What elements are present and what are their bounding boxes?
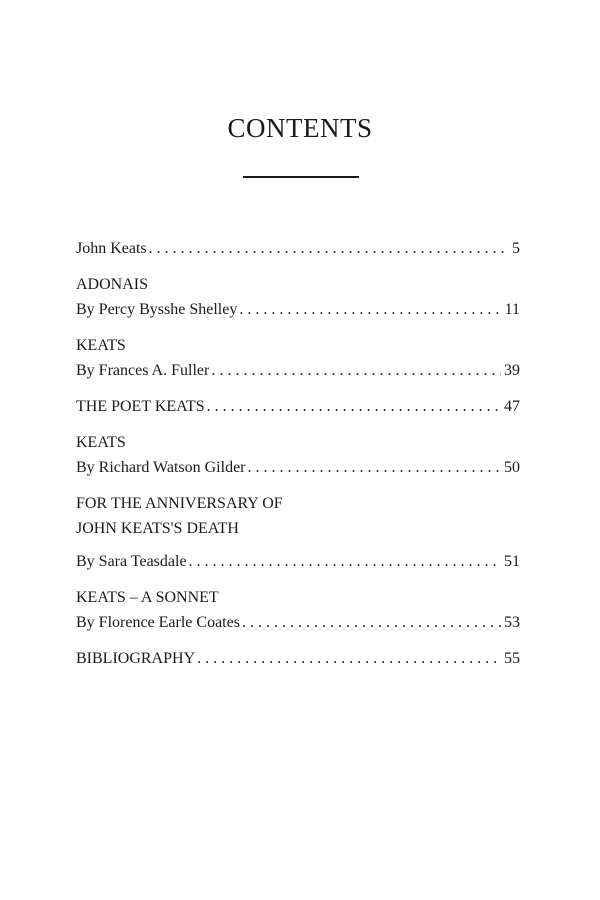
- toc-entry-title-continued: JOHN KEATS'S DEATH: [76, 520, 239, 537]
- dot-leader: [239, 297, 501, 322]
- page-title: CONTENTS: [227, 113, 373, 143]
- dot-leader: [242, 610, 501, 635]
- toc-entry-anniversary[interactable]: [76, 491, 520, 574]
- toc-entry-line: [76, 272, 520, 297]
- toc-entry-author: By Frances A. Fuller: [76, 362, 210, 379]
- dot-leader: [189, 549, 501, 574]
- toc-entry-title: FOR THE ANNIVERSARY OF: [76, 495, 283, 512]
- toc-entry-the-poet-keats[interactable]: [76, 394, 520, 419]
- dot-leader: [197, 646, 501, 671]
- toc-entry-line: [76, 236, 520, 261]
- toc-entry-line: [76, 646, 520, 671]
- toc-entry-title: KEATS: [76, 434, 126, 451]
- toc-page-number: 47: [504, 398, 520, 415]
- dot-leader: [207, 394, 501, 419]
- toc-entry-author: By Richard Watson Gilder: [76, 459, 246, 476]
- toc-entry-title: BIBLIOGRAPHY: [76, 650, 196, 667]
- toc-entry-keats-gilder[interactable]: [76, 430, 520, 480]
- toc-entry-line: [76, 585, 520, 610]
- dot-leader: [211, 358, 501, 383]
- toc-entry-adonais[interactable]: [76, 272, 520, 322]
- toc-entry-title: KEATS: [76, 337, 126, 354]
- table-of-contents: [76, 236, 520, 682]
- toc-entry-author: By Florence Earle Coates: [76, 614, 240, 631]
- toc-entry-title: John Keats: [76, 240, 147, 257]
- toc-entry-bibliography[interactable]: [76, 646, 520, 671]
- toc-entry-title: THE POET KEATS: [76, 398, 205, 415]
- toc-page-number: 50: [504, 459, 520, 476]
- toc-entry-line: [76, 430, 520, 455]
- toc-entry-john-keats[interactable]: [76, 236, 520, 261]
- toc-entry-line: [76, 297, 520, 322]
- title-divider: [243, 176, 359, 178]
- toc-entry-line: [76, 333, 520, 358]
- toc-entry-line: [76, 549, 520, 574]
- toc-entry-line: [76, 491, 520, 516]
- toc-page-number: 53: [504, 614, 520, 631]
- dot-leader: [149, 236, 509, 261]
- toc-entry-title: KEATS – A SONNET: [76, 589, 219, 606]
- toc-page-number: 5: [512, 240, 520, 257]
- toc-entry-title: ADONAIS: [76, 276, 148, 293]
- toc-entry-line: [76, 358, 520, 383]
- toc-entry-author: By Sara Teasdale: [76, 553, 187, 570]
- toc-entry-line: [76, 610, 520, 635]
- toc-entry-keats-fuller[interactable]: [76, 333, 520, 383]
- toc-page-number: 11: [504, 301, 520, 318]
- toc-entry-keats-sonnet[interactable]: [76, 585, 520, 635]
- dot-leader: [248, 455, 502, 480]
- toc-page-number: 39: [504, 362, 520, 379]
- toc-entry-line: [76, 455, 520, 480]
- toc-entry-line: [76, 394, 520, 419]
- toc-page-number: 51: [504, 553, 520, 570]
- toc-entry-line: [76, 516, 520, 541]
- toc-page-number: 55: [504, 650, 520, 667]
- toc-entry-author: By Percy Bysshe Shelley: [76, 301, 238, 318]
